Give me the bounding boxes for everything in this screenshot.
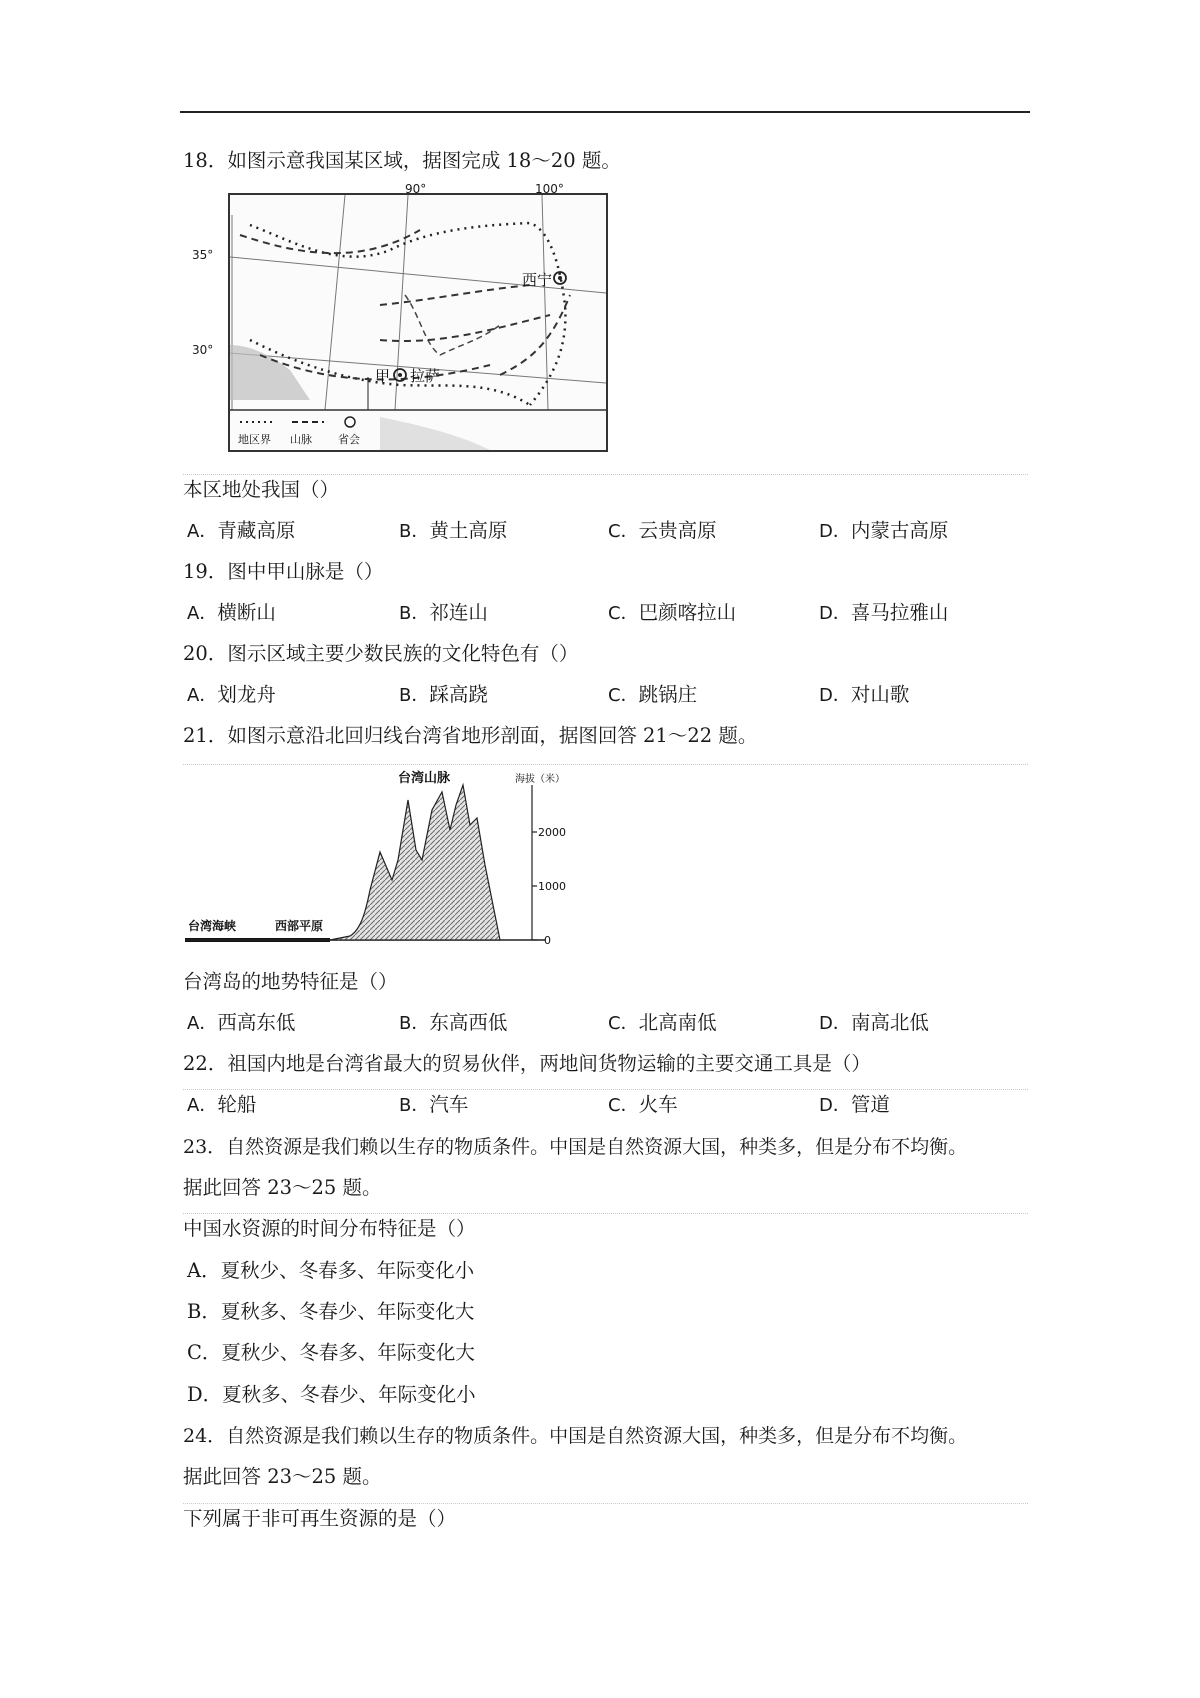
q18-question: 本区地处我国（）	[183, 478, 340, 501]
tick-0: 0	[544, 934, 551, 947]
q20-option-d[interactable]: D．对山歌	[819, 683, 910, 706]
q19-option-c[interactable]: C．巴颜喀拉山	[608, 601, 737, 624]
separator	[183, 1213, 1028, 1214]
q20-options	[187, 681, 1032, 709]
q19-options	[187, 599, 1032, 627]
lhasa-label: 拉萨	[410, 367, 441, 385]
taiwan-profile-svg	[180, 770, 590, 950]
q22-option-d[interactable]: D．管道	[819, 1093, 890, 1116]
q22-options	[187, 1091, 1032, 1119]
mountain-label: 台湾山脉	[398, 771, 451, 786]
q21-options	[187, 1009, 1032, 1037]
q24-question: 下列属于非可再生资源的是（）	[183, 1507, 457, 1530]
q21-option-d[interactable]: D．南高北低	[819, 1011, 929, 1034]
q18-option-d[interactable]: D．内蒙古高原	[819, 519, 949, 542]
q23-option-d[interactable]: D．夏秋多、冬春少、年际变化小	[187, 1383, 476, 1406]
q23-option-c[interactable]: C．夏秋少、冬春多、年际变化大	[187, 1341, 475, 1364]
q18-option-b[interactable]: B．黄土高原	[399, 519, 508, 542]
region-map-svg	[230, 195, 606, 450]
q18-stem: 18．如图示意我国某区域，据图完成 18～20 题。	[183, 149, 621, 172]
separator	[183, 474, 1028, 475]
q23-option-b[interactable]: B．夏秋多、冬春少、年际变化大	[187, 1300, 475, 1323]
q18-option-c[interactable]: C．云贵高原	[608, 519, 717, 542]
header-rule	[180, 111, 1030, 113]
q19-option-d[interactable]: D．喜马拉雅山	[819, 601, 949, 624]
q22-option-b[interactable]: B．汽车	[399, 1093, 469, 1116]
q24-stem-line1: 24．自然资源是我们赖以生存的物质条件。中国是自然资源大国，种类多，但是分布不均衡。	[183, 1425, 968, 1447]
xining-label: 西宁	[522, 271, 553, 289]
plain-label: 西部平原	[275, 919, 324, 933]
separator	[183, 764, 1028, 765]
lon-100-label: 100°	[535, 182, 564, 196]
q20-option-c[interactable]: C．跳锅庄	[608, 683, 698, 706]
lat-35-label: 35°	[192, 248, 214, 262]
lat-30-label: 30°	[192, 343, 214, 357]
tick-1000: 1000	[538, 880, 566, 893]
axis-title: 海拔（米）	[515, 774, 565, 785]
q22-option-a[interactable]: A．轮船	[187, 1093, 257, 1116]
q23-stem-line1: 23．自然资源是我们赖以生存的物质条件。中国是自然资源大国，种类多，但是分布不均衡。	[183, 1136, 968, 1158]
q19-stem: 19．图中甲山脉是（）	[183, 560, 384, 583]
q18-options	[187, 517, 1032, 545]
q22-option-c[interactable]: C．火车	[608, 1093, 678, 1116]
q21-option-a[interactable]: A．西高东低	[187, 1011, 296, 1034]
q20-stem: 20．图示区域主要少数民族的文化特色有（）	[183, 642, 579, 665]
legend-boundary: 地区界	[238, 433, 271, 446]
q19-option-a[interactable]: A．横断山	[187, 601, 276, 624]
separator	[183, 1089, 1028, 1090]
jia-label: 甲	[375, 367, 391, 385]
region-map	[228, 193, 608, 452]
q19-option-b[interactable]: B．祁连山	[399, 601, 488, 624]
legend-capital: 省会	[338, 433, 360, 446]
q21-option-b[interactable]: B．东高西低	[399, 1011, 508, 1034]
q22-stem: 22．祖国内地是台湾省最大的贸易伙伴，两地间货物运输的主要交通工具是（）	[183, 1052, 871, 1075]
q20-option-a[interactable]: A．划龙舟	[187, 683, 276, 706]
q21-stem: 21．如图示意沿北回归线台湾省地形剖面，据图回答 21～22 题。	[183, 724, 758, 747]
q18-option-a[interactable]: A．青藏高原	[187, 519, 296, 542]
q20-option-b[interactable]: B．踩高跷	[399, 683, 488, 706]
separator	[183, 1503, 1028, 1504]
legend-mountain: 山脉	[290, 433, 312, 446]
q23-option-a[interactable]: A．夏秋少、冬春多、年际变化小	[187, 1259, 475, 1282]
q21-question: 台湾岛的地势特征是（）	[183, 970, 398, 993]
lon-90-label: 90°	[405, 182, 427, 196]
tick-2000: 2000	[538, 826, 566, 839]
q21-option-c[interactable]: C．北高南低	[608, 1011, 717, 1034]
taiwan-profile-figure	[180, 770, 590, 950]
q23-question: 中国水资源的时间分布特征是（）	[183, 1217, 476, 1240]
strait-label: 台湾海峡	[188, 919, 237, 933]
q24-stem-line2: 据此回答 23～25 题。	[183, 1465, 382, 1488]
q23-stem-line2: 据此回答 23～25 题。	[183, 1176, 382, 1199]
